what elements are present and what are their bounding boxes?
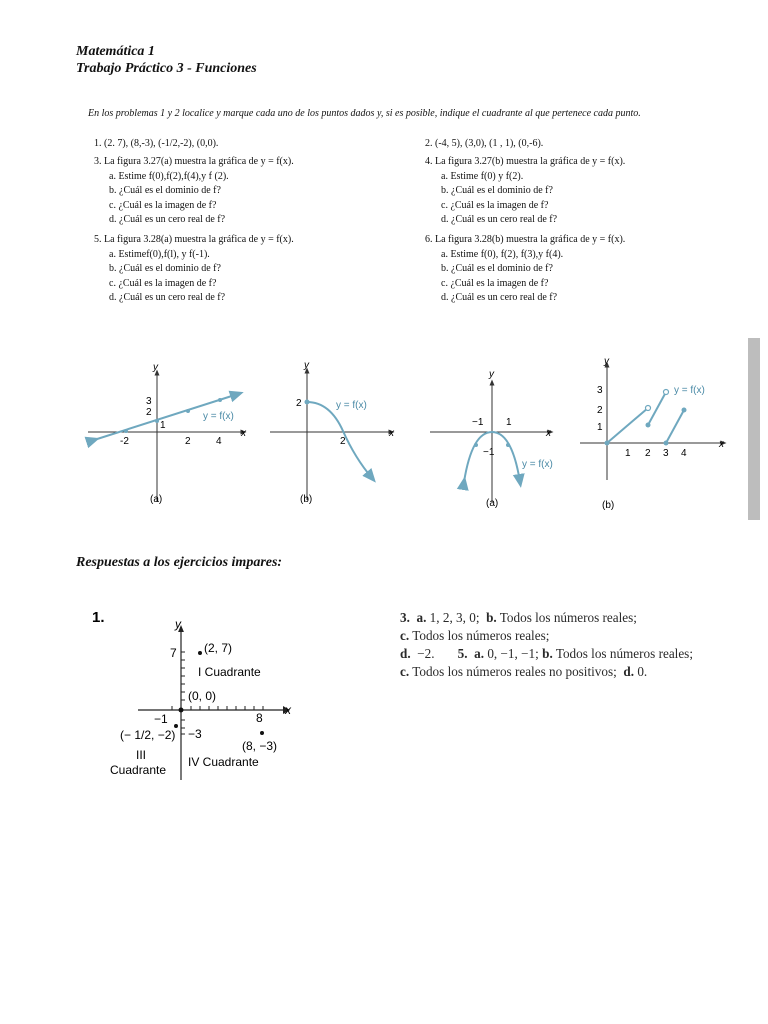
tick-label: 1	[625, 448, 631, 459]
y-label: y	[304, 360, 309, 371]
segment	[607, 408, 648, 443]
point-label: (8, −3)	[242, 739, 278, 753]
answer-value: Todos los números reales;	[499, 610, 637, 625]
doc-subtitle: Trabajo Práctico 3 - Funciones	[76, 61, 257, 76]
tick-label: 4	[216, 436, 222, 447]
y-label: y	[489, 369, 494, 380]
problem-5	[94, 233, 294, 306]
answer-value: Todos los números reales;	[412, 628, 550, 643]
open-point	[664, 390, 669, 395]
x-label: x	[285, 703, 291, 717]
problem-3-d: d. ¿Cuál es un cero real de f?	[109, 214, 226, 225]
curve-label: y = f(x)	[522, 459, 553, 470]
x-label: x	[719, 439, 724, 450]
point	[218, 398, 222, 402]
problem-4-head: 4. La figura 3.27(b) muestra la gráfica de y = f(x).	[425, 156, 626, 167]
answer-value: 1, 2, 3, 0;	[429, 610, 480, 625]
closed-point	[605, 441, 610, 446]
point-label: (2, 7)	[204, 641, 233, 655]
tick-label: 7	[170, 646, 177, 660]
doc-title: Matemática 1	[76, 44, 155, 59]
problem-5-a: a. Estimef(0),f(l), y f(-1).	[109, 248, 210, 260]
problem-4-b: b. ¿Cuál es el dominio de f?	[441, 185, 553, 196]
figure-caption: (a)	[486, 498, 499, 509]
figure-3-28a	[430, 369, 553, 509]
problem-4-c: c. ¿Cuál es la imagen de f?	[441, 199, 549, 211]
y-label: y	[604, 356, 609, 367]
answer-value: 0.	[637, 664, 648, 679]
point-origin	[179, 708, 184, 713]
problem-4-a: a. Estime f(0) y f(2).	[441, 170, 524, 182]
answer-label: 5.	[457, 646, 468, 661]
instructions: En los problemas 1 y 2 localice y marque cada uno de los puntos dados y, si es posible, indique el cuadrante al que pertenece cada punto.	[88, 108, 641, 119]
problem-2: 2. (-4, 5), (3,0), (1 , 1), (0,-6).	[425, 138, 544, 149]
point	[124, 429, 128, 433]
curve-label: y = f(x)	[336, 400, 367, 411]
answer-label: c.	[400, 628, 410, 643]
closed-point	[646, 423, 651, 428]
problem-6-d: d. ¿Cuál es un cero real de f?	[441, 292, 558, 303]
point-label: (− 1/2, −2)	[120, 728, 176, 742]
point	[506, 443, 510, 447]
quadrant-label: III	[136, 748, 147, 762]
problem-5-d: d. ¿Cuál es un cero real de f?	[109, 292, 226, 303]
tick-label: 2	[597, 405, 603, 416]
figure-3-27a	[88, 362, 247, 505]
curve-label: y = f(x)	[674, 385, 705, 396]
answer-1-graph	[80, 600, 320, 790]
answer-value: Todos los números reales no positivos;	[412, 664, 617, 679]
segment	[666, 410, 684, 443]
answer-label: a.	[416, 610, 427, 625]
figure-3-27b	[270, 360, 395, 505]
tick-label: 3	[597, 385, 603, 396]
quadrant-label: Cuadrante	[110, 763, 167, 777]
answer-label: b.	[542, 646, 553, 661]
problem-4	[425, 155, 625, 228]
tick-label: −3	[188, 727, 202, 741]
tick-label: −1	[472, 417, 484, 428]
y-ticks	[181, 652, 185, 734]
tick-label: 1	[506, 417, 512, 428]
tick-label: 2	[185, 436, 191, 447]
answer-number: 1.	[92, 609, 105, 626]
curve-label: y = f(x)	[203, 411, 234, 422]
answer-label: a.	[474, 646, 485, 661]
answer-label: b.	[486, 610, 497, 625]
tick-label: 1	[160, 420, 166, 431]
problem-3	[94, 155, 294, 228]
tick-label: 8	[256, 711, 263, 725]
tick-label: −1	[483, 447, 495, 458]
answer-value: −2.	[417, 646, 435, 661]
tick-label: −1	[154, 712, 168, 726]
tick-label: 4	[681, 448, 687, 459]
tick-label: -2	[120, 436, 129, 447]
point-label: (0, 0)	[188, 689, 217, 703]
point-8-neg3	[260, 731, 264, 735]
answer-line-3	[400, 645, 693, 663]
problem-3-b: b. ¿Cuál es el dominio de f?	[109, 185, 221, 196]
tick-label: 2	[645, 448, 651, 459]
x-label: x	[241, 428, 246, 439]
answer-value: 0, −1, −1;	[487, 646, 539, 661]
figure-caption: (b)	[602, 500, 615, 511]
quadrant-label: I Cuadrante	[198, 665, 261, 679]
figure-caption: (a)	[150, 494, 163, 505]
quadrant-label: IV Cuadrante	[188, 755, 259, 769]
answer-label: 3.	[400, 610, 410, 625]
point	[155, 419, 159, 423]
tick-label: 3	[146, 396, 152, 407]
point	[186, 409, 190, 413]
point	[474, 443, 478, 447]
answer-line-4	[400, 663, 693, 681]
tick-label: 3	[663, 448, 669, 459]
x-label: x	[546, 428, 551, 439]
problem-5-head: 5. La figura 3.28(a) muestra la gráfica de y = f(x).	[94, 234, 294, 245]
scan-edge	[748, 338, 760, 520]
y-label: y	[153, 362, 158, 373]
problem-6	[425, 233, 625, 306]
answer-value: Todos los números reales;	[555, 646, 693, 661]
problem-5-b: b. ¿Cuál es el dominio de f?	[109, 263, 221, 274]
x-label: x	[389, 428, 394, 439]
problem-4-d: d. ¿Cuál es un cero real de f?	[441, 214, 558, 225]
answer-label: d.	[623, 664, 635, 679]
y-label: y	[175, 617, 181, 631]
problem-3-c: c. ¿Cuál es la imagen de f?	[109, 199, 217, 211]
open-point	[646, 406, 651, 411]
problem-5-c: c. ¿Cuál es la imagen de f?	[109, 277, 217, 289]
tick-label: 2	[296, 398, 302, 409]
figures-strip	[0, 330, 768, 530]
answer-label: c.	[400, 664, 410, 679]
problem-3-a: a. Estime f(0),f(2),f(4),y f (2).	[109, 170, 229, 182]
answers-text	[400, 609, 693, 681]
tick-label: 2	[146, 407, 152, 418]
point	[305, 400, 310, 405]
problem-1: 1. (2. 7), (8,-3), (-1/2,-2), (0,0).	[94, 138, 219, 149]
problem-6-c: c. ¿Cuál es la imagen de f?	[441, 277, 549, 289]
answer-line-1	[400, 609, 693, 627]
problem-6-a: a. Estime f(0), f(2), f(3),y f(4).	[441, 248, 564, 260]
problem-3-head: 3. La figura 3.27(a) muestra la gráfica de y = f(x).	[94, 156, 294, 167]
closed-point	[682, 408, 687, 413]
figure-caption: (b)	[300, 494, 313, 505]
closed-point	[664, 441, 669, 446]
tick-label: 2	[340, 436, 346, 447]
answer-line-2	[400, 627, 693, 645]
tick-label: 1	[597, 422, 603, 433]
point-2-7	[198, 651, 202, 655]
problem-6-b: b. ¿Cuál es el dominio de f?	[441, 263, 553, 274]
figure-3-28b	[580, 356, 725, 511]
answer-label: d.	[400, 646, 411, 661]
answers-heading: Respuestas a los ejercicios impares:	[76, 555, 283, 570]
problem-6-head: 6. La figura 3.28(b) muestra la gráfica de y = f(x).	[425, 234, 626, 245]
